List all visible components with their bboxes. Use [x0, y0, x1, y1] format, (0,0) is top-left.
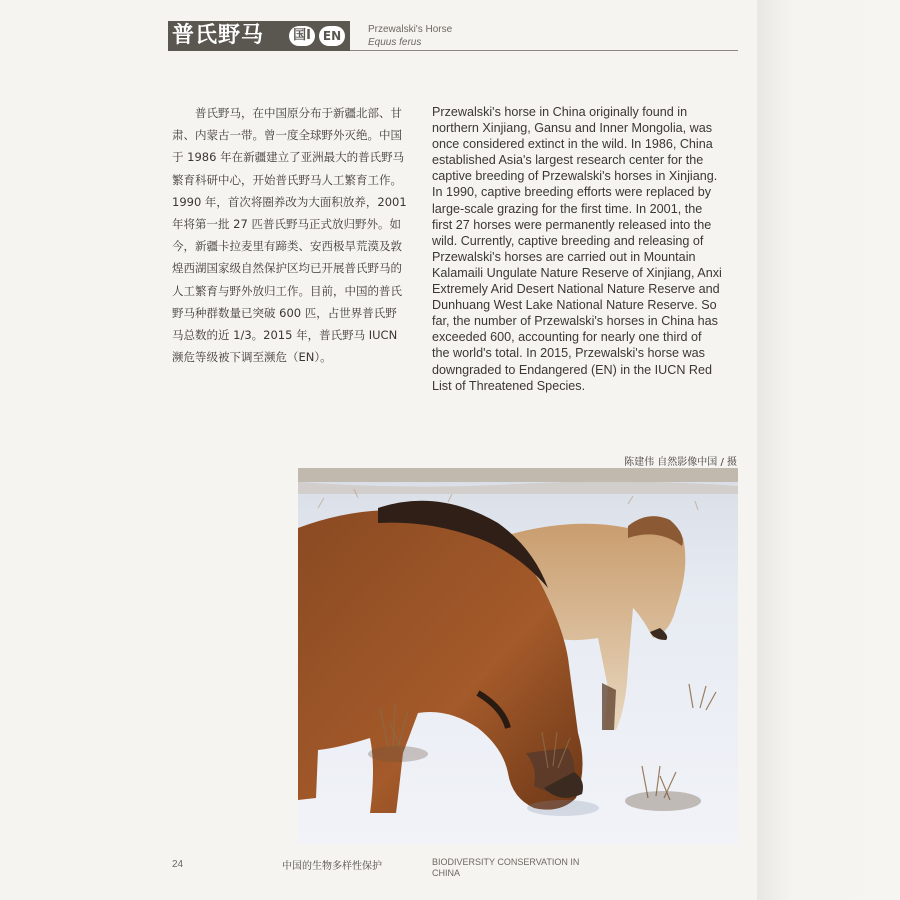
iucn-status-badge: EN — [319, 26, 345, 46]
header-divider — [350, 50, 738, 51]
photo-credit: 陈建伟 自然影像中国 / 摄 — [624, 457, 737, 468]
book-title-chinese: 中国的生物多样性保护 — [282, 861, 382, 872]
english-species-name: Przewalski's Horse — [368, 24, 453, 35]
chinese-description — [172, 102, 408, 368]
english-description — [432, 104, 722, 394]
page-number: 24 — [172, 859, 184, 870]
chinese-paragraph: 普氏野马，在中国原分布于新疆北部、甘肃、内蒙古一带。曾一度全球野外灭绝。中国于 1986 年在新疆建立了亚洲最大的普氏野马繁育科研中心，开始普氏野马人工繁育工作。1990 年，首次将圈养改为大面积放养，2001 年将第一批 27 匹普氏野马正式放归野外。如今，新疆卡拉麦里有蹄类、安西极旱荒漠及敦煌西湖国家级自然保护区均已开展普氏野马的人工繁育与野外放归工作。目前，中国的普氏野马种群数量已突破 600 匹，占世界普氏野马总数的近 1/3。2015 年，普氏野马 IUCN 濒危等级被下调至濒危（EN）。 — [172, 106, 407, 365]
book-title-english: BIODIVERSITY CONSERVATION IN CHINA — [432, 857, 580, 878]
protection-level-badge: 国I — [289, 26, 315, 46]
scientific-species-name: Equus ferus — [368, 37, 422, 48]
page-edge-shadow — [757, 0, 900, 900]
horse-photo — [298, 468, 738, 844]
page-title: 普氏野马 — [172, 23, 265, 48]
english-paragraph: Przewalski's horse in China originally found in northern Xinjiang, Gansu and Inner Mongolia, was once considered extinct in the wild. In 1986, China established Asia's largest research center for the captive breeding of Przewalski's horses in Xinjiang. In 1990, captive breeding efforts were replaced by large-scale grazing for the first time. In 2001, the first 27 horses were permanently released into the wild. Currently, captive breeding and releasing of Przewalski's horses are carried out in Mountain Kalamaili Ungulate Nature Reserve of Xinjiang, Anxi Extremely Arid Desert National Nature Reserve and Dunhuang West Lake National Nature Reserve. So far, the number of Przewalski's horses in China has exceeded 600, accounting for nearly one third of the world's total. In 2015, Przewalski's horse was downgraded to Endangered (EN) in the IUCN Red List of Threatened Species. — [432, 105, 722, 393]
